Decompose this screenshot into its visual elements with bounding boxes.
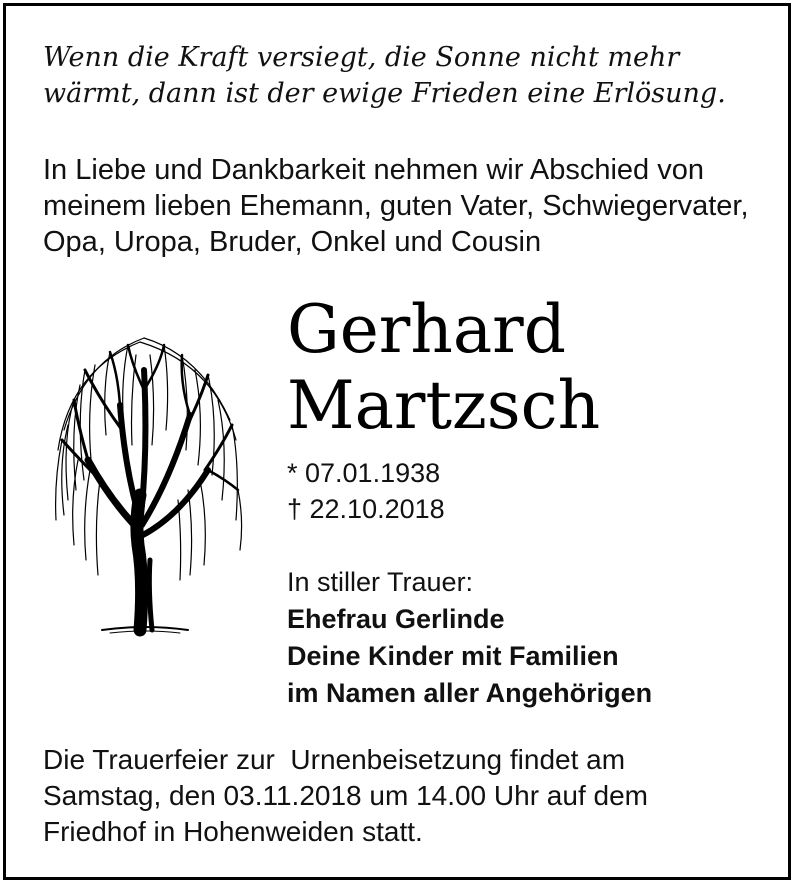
memorial-quote <box>43 40 763 112</box>
intro-line: In Liebe und Dankbarkeit nehmen wir Abschied von <box>43 154 704 186</box>
intro-line: Opa, Uropa, Bruder, Onkel und Cousin <box>43 226 542 258</box>
mourner-line: im Namen aller Angehörigen <box>287 678 653 708</box>
service-line: Friedhof in Hohenweiden statt. <box>43 816 423 847</box>
mourners-heading: In stiller Trauer: <box>287 567 474 597</box>
last-name: Martzsch <box>287 367 601 444</box>
first-name: Gerhard <box>287 291 566 368</box>
weeping-tree-icon <box>40 330 250 640</box>
intro-line: meinem lieben Ehemann, guten Vater, Schwiegervater, <box>43 190 749 222</box>
service-info <box>43 742 763 850</box>
service-line: Samstag, den 03.11.2018 um 14.00 Uhr auf dem <box>43 780 648 811</box>
service-line: Die Trauerfeier zur Urnenbeisetzung findet am <box>43 744 626 775</box>
mourner-line: Ehefrau Gerlinde <box>287 604 505 634</box>
mourners-block <box>287 564 652 712</box>
death-date: † 22.10.2018 <box>287 494 445 524</box>
quote-line: wärmt, dann ist der ewige Frieden eine Erlösung. <box>43 78 726 109</box>
farewell-intro <box>43 152 773 260</box>
mourner-line: Deine Kinder mit Familien <box>287 641 619 671</box>
deceased-name <box>287 292 600 444</box>
birth-date: * 07.01.1938 <box>287 458 441 488</box>
life-dates <box>287 455 445 527</box>
quote-line: Wenn die Kraft versiegt, die Sonne nicht mehr <box>43 42 680 73</box>
